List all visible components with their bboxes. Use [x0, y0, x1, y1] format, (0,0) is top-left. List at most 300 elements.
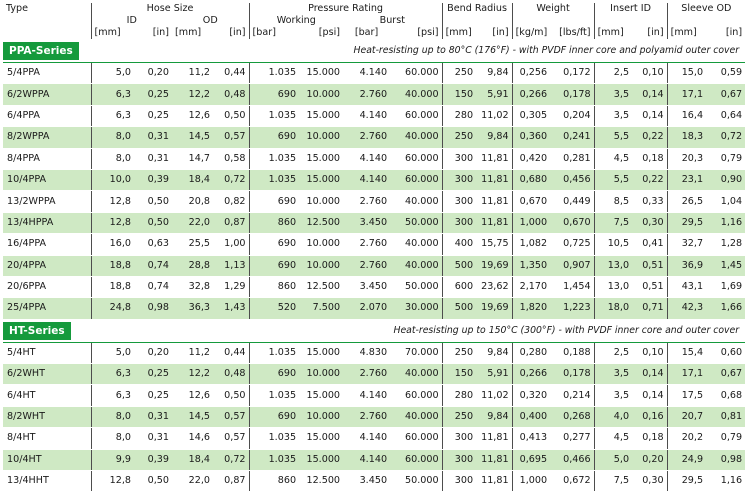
value-cell: 4.140 — [343, 148, 390, 169]
value-cell: 16,4 — [667, 105, 706, 126]
value-cell: 0,50 — [213, 105, 249, 126]
type-cell: 16/4PPA — [3, 234, 91, 255]
type-cell: 25/4PPA — [3, 298, 91, 320]
value-cell: 0,82 — [213, 191, 249, 212]
value-cell: 19,69 — [476, 255, 512, 276]
value-cell: 32,8 — [172, 276, 213, 297]
value-cell: 15.000 — [299, 449, 343, 470]
value-cell: 0,57 — [213, 406, 249, 427]
value-cell: 12,6 — [172, 385, 213, 406]
value-cell: 2,5 — [594, 343, 632, 364]
value-cell: 9,84 — [476, 406, 512, 427]
value-cell: 60.000 — [390, 169, 442, 190]
value-cell: 4,5 — [594, 428, 632, 449]
value-cell: 0,670 — [512, 191, 550, 212]
value-cell: 0,16 — [632, 406, 667, 427]
header-pressure-rating: Pressure Rating — [249, 3, 442, 15]
value-cell: 14,7 — [172, 148, 213, 169]
value-cell: 60.000 — [390, 63, 442, 84]
type-cell: 6/4PPA — [3, 105, 91, 126]
table-row — [3, 364, 745, 385]
value-cell: 40.000 — [390, 127, 442, 148]
type-cell: 8/4HT — [3, 428, 91, 449]
value-cell: 0,456 — [550, 169, 594, 190]
value-cell: 17,1 — [667, 84, 706, 105]
value-cell: 23,1 — [667, 169, 706, 190]
value-cell: 12.500 — [299, 471, 343, 492]
value-cell: 50.000 — [390, 276, 442, 297]
value-cell: 0,79 — [706, 428, 745, 449]
value-cell: 20,8 — [172, 191, 213, 212]
value-cell: 0,204 — [550, 105, 594, 126]
value-cell: 0,72 — [213, 169, 249, 190]
value-cell: 3,5 — [594, 364, 632, 385]
value-cell: 0,72 — [213, 449, 249, 470]
value-cell: 0,178 — [550, 364, 594, 385]
value-cell: 2,170 — [512, 276, 550, 297]
value-cell: 300 — [442, 191, 476, 212]
value-cell: 0,31 — [134, 406, 172, 427]
value-cell: 0,14 — [632, 105, 667, 126]
value-cell: 32,7 — [667, 234, 706, 255]
value-cell: 0,58 — [213, 148, 249, 169]
value-cell: 9,84 — [476, 127, 512, 148]
value-cell: 4.140 — [343, 63, 390, 84]
series-note: Heat-resisting up to 80°C (176°F) - with PVDF inner core and polyamid outer cover — [353, 45, 740, 56]
value-cell: 10.000 — [299, 364, 343, 385]
value-cell: 11,81 — [476, 428, 512, 449]
value-cell: 0,87 — [213, 471, 249, 492]
header-type: Type — [6, 3, 29, 14]
value-cell: 9,9 — [91, 449, 134, 470]
value-cell: 12.500 — [299, 276, 343, 297]
table-row — [3, 148, 745, 169]
value-cell: 10.000 — [299, 255, 343, 276]
value-cell: 11,2 — [172, 63, 213, 84]
value-cell: 0,400 — [512, 406, 550, 427]
value-cell: 0,449 — [550, 191, 594, 212]
unit-label: [psi] — [390, 27, 442, 40]
value-cell: 15.000 — [299, 169, 343, 190]
value-cell: 12,6 — [172, 105, 213, 126]
value-cell: 5,5 — [594, 169, 632, 190]
value-cell: 4.830 — [343, 343, 390, 364]
value-cell: 0,74 — [134, 276, 172, 297]
value-cell: 1,13 — [213, 255, 249, 276]
value-cell: 18,0 — [594, 298, 632, 320]
value-cell: 17,5 — [667, 385, 706, 406]
value-cell: 0,22 — [632, 169, 667, 190]
value-cell: 10,5 — [594, 234, 632, 255]
value-cell: 0,413 — [512, 428, 550, 449]
value-cell: 0,25 — [134, 364, 172, 385]
value-cell: 0,241 — [550, 127, 594, 148]
value-cell: 24,9 — [667, 449, 706, 470]
value-cell: 0,74 — [134, 255, 172, 276]
value-cell: 1.035 — [249, 63, 299, 84]
value-cell: 18,3 — [667, 127, 706, 148]
value-cell: 24,8 — [91, 298, 134, 320]
unit-label: [in] — [632, 27, 667, 40]
value-cell: 40.000 — [390, 234, 442, 255]
value-cell: 25,5 — [172, 234, 213, 255]
series-header — [3, 320, 745, 342]
value-cell: 860 — [249, 471, 299, 492]
value-cell: 11,81 — [476, 471, 512, 492]
value-cell: 17,1 — [667, 364, 706, 385]
value-cell: 15.000 — [299, 428, 343, 449]
table-row — [3, 343, 745, 364]
value-cell: 40.000 — [390, 364, 442, 385]
value-cell: 22,0 — [172, 212, 213, 233]
value-cell: 2.760 — [343, 406, 390, 427]
header-insert-id: Insert ID — [594, 3, 667, 15]
value-cell: 150 — [442, 364, 476, 385]
value-cell: 2,5 — [594, 63, 632, 84]
value-cell: 0,266 — [512, 84, 550, 105]
value-cell: 1,16 — [706, 471, 745, 492]
value-cell: 860 — [249, 212, 299, 233]
value-cell: 19,69 — [476, 298, 512, 320]
value-cell: 0,277 — [550, 428, 594, 449]
type-cell: 8/4PPA — [3, 148, 91, 169]
value-cell: 600 — [442, 276, 476, 297]
value-cell: 40.000 — [390, 84, 442, 105]
value-cell: 1,43 — [213, 298, 249, 320]
value-cell: 18,8 — [91, 255, 134, 276]
value-cell: 1,082 — [512, 234, 550, 255]
value-cell: 6,3 — [91, 385, 134, 406]
value-cell: 4.140 — [343, 169, 390, 190]
value-cell: 36,3 — [172, 298, 213, 320]
value-cell: 0,50 — [134, 212, 172, 233]
table-row — [3, 276, 745, 297]
value-cell: 0,907 — [550, 255, 594, 276]
value-cell: 860 — [249, 276, 299, 297]
value-cell: 0,31 — [134, 428, 172, 449]
value-cell: 690 — [249, 127, 299, 148]
value-cell: 60.000 — [390, 449, 442, 470]
value-cell: 0,725 — [550, 234, 594, 255]
value-cell: 0,79 — [706, 148, 745, 169]
series-label: PPA-Series — [3, 42, 79, 60]
value-cell: 7,5 — [594, 471, 632, 492]
value-cell: 1,04 — [706, 191, 745, 212]
value-cell: 70.000 — [390, 343, 442, 364]
value-cell: 4,0 — [594, 406, 632, 427]
value-cell: 29,5 — [667, 212, 706, 233]
value-cell: 0,50 — [134, 191, 172, 212]
value-cell: 690 — [249, 234, 299, 255]
value-cell: 0,41 — [632, 234, 667, 255]
value-cell: 0,31 — [134, 127, 172, 148]
value-cell: 0,48 — [213, 84, 249, 105]
value-cell: 15.000 — [299, 105, 343, 126]
header-od: OD — [202, 15, 218, 26]
value-cell: 2.760 — [343, 191, 390, 212]
value-cell: 0,188 — [550, 343, 594, 364]
table-row — [3, 212, 745, 233]
header-id: ID — [91, 15, 172, 27]
value-cell: 0,25 — [134, 105, 172, 126]
unit-label: [in] — [213, 27, 249, 40]
value-cell: 0,10 — [632, 343, 667, 364]
value-cell: 11,81 — [476, 212, 512, 233]
value-cell: 1.035 — [249, 105, 299, 126]
value-cell: 11,02 — [476, 385, 512, 406]
value-cell: 11,81 — [476, 148, 512, 169]
value-cell: 15,0 — [667, 63, 706, 84]
value-cell: 3,5 — [594, 385, 632, 406]
value-cell: 520 — [249, 298, 299, 320]
value-cell: 10.000 — [299, 406, 343, 427]
value-cell: 0,51 — [632, 255, 667, 276]
value-cell: 12.500 — [299, 212, 343, 233]
value-cell: 0,90 — [706, 169, 745, 190]
type-cell: 6/2WHT — [3, 364, 91, 385]
type-cell: 13/2WPPA — [3, 191, 91, 212]
value-cell: 15.000 — [299, 343, 343, 364]
value-cell: 300 — [442, 169, 476, 190]
unit-label: [mm] — [91, 27, 134, 40]
value-cell: 0,305 — [512, 105, 550, 126]
value-cell: 11,81 — [476, 169, 512, 190]
value-cell: 3.450 — [343, 212, 390, 233]
value-cell: 1,66 — [706, 298, 745, 320]
value-cell: 0,57 — [213, 428, 249, 449]
value-cell: 0,178 — [550, 84, 594, 105]
type-cell: 8/2WHT — [3, 406, 91, 427]
value-cell: 0,10 — [632, 63, 667, 84]
value-cell: 690 — [249, 191, 299, 212]
value-cell: 0,48 — [213, 364, 249, 385]
value-cell: 15,75 — [476, 234, 512, 255]
value-cell: 2.070 — [343, 298, 390, 320]
value-cell: 15.000 — [299, 148, 343, 169]
value-cell: 0,98 — [134, 298, 172, 320]
value-cell: 500 — [442, 298, 476, 320]
header-weight: Weight — [512, 3, 594, 15]
value-cell: 10.000 — [299, 84, 343, 105]
value-cell: 1,223 — [550, 298, 594, 320]
unit-label: [in] — [134, 27, 172, 40]
table-row — [3, 84, 745, 105]
value-cell: 6,3 — [91, 364, 134, 385]
value-cell: 7.500 — [299, 298, 343, 320]
value-cell: 0,320 — [512, 385, 550, 406]
value-cell: 5,91 — [476, 84, 512, 105]
value-cell: 0,64 — [706, 105, 745, 126]
value-cell: 1,454 — [550, 276, 594, 297]
value-cell: 0,672 — [550, 471, 594, 492]
value-cell: 14,5 — [172, 127, 213, 148]
value-cell: 3,5 — [594, 105, 632, 126]
value-cell: 8,0 — [91, 127, 134, 148]
value-cell: 1.035 — [249, 449, 299, 470]
value-cell: 10.000 — [299, 234, 343, 255]
value-cell: 26,5 — [667, 191, 706, 212]
value-cell: 8,0 — [91, 148, 134, 169]
value-cell: 0,695 — [512, 449, 550, 470]
value-cell: 0,268 — [550, 406, 594, 427]
value-cell: 0,31 — [134, 148, 172, 169]
table-header — [3, 3, 745, 40]
series-label: HT-Series — [3, 322, 71, 340]
value-cell: 0,30 — [632, 212, 667, 233]
value-cell: 0,87 — [213, 212, 249, 233]
value-cell: 2.760 — [343, 84, 390, 105]
value-cell: 0,98 — [706, 449, 745, 470]
value-cell: 1,45 — [706, 255, 745, 276]
type-cell: 10/4PPA — [3, 169, 91, 190]
table-row — [3, 191, 745, 212]
value-cell: 0,59 — [706, 63, 745, 84]
value-cell: 250 — [442, 343, 476, 364]
value-cell: 4.140 — [343, 449, 390, 470]
header-burst: Burst — [379, 15, 405, 26]
value-cell: 1,69 — [706, 276, 745, 297]
value-cell: 0,420 — [512, 148, 550, 169]
value-cell: 0,281 — [550, 148, 594, 169]
value-cell: 12,2 — [172, 84, 213, 105]
value-cell: 8,0 — [91, 406, 134, 427]
value-cell: 0,25 — [134, 84, 172, 105]
type-cell: 8/2WPPA — [3, 127, 91, 148]
value-cell: 43,1 — [667, 276, 706, 297]
header-working: Working — [249, 15, 343, 27]
value-cell: 1,00 — [213, 234, 249, 255]
value-cell: 150 — [442, 84, 476, 105]
value-cell: 0,68 — [706, 385, 745, 406]
table-row — [3, 255, 745, 276]
value-cell: 0,39 — [134, 169, 172, 190]
value-cell: 9,84 — [476, 343, 512, 364]
value-cell: 14,5 — [172, 406, 213, 427]
table-row — [3, 428, 745, 449]
value-cell: 13,0 — [594, 255, 632, 276]
value-cell: 0,680 — [512, 169, 550, 190]
header-bend-radius: Bend Radius — [442, 3, 512, 15]
value-cell: 0,214 — [550, 385, 594, 406]
value-cell: 2.760 — [343, 255, 390, 276]
value-cell: 0,63 — [134, 234, 172, 255]
value-cell: 0,44 — [213, 343, 249, 364]
value-cell: 0,266 — [512, 364, 550, 385]
value-cell: 250 — [442, 127, 476, 148]
value-cell: 0,50 — [213, 385, 249, 406]
value-cell: 30.000 — [390, 298, 442, 320]
series-note: Heat-resisting up to 150°C (300°F) - with PVDF inner core and outer cover — [393, 324, 740, 336]
value-cell: 15,4 — [667, 343, 706, 364]
value-cell: 4,5 — [594, 148, 632, 169]
value-cell: 1.035 — [249, 169, 299, 190]
value-cell: 5,0 — [594, 449, 632, 470]
value-cell: 36,9 — [667, 255, 706, 276]
value-cell: 3,5 — [594, 84, 632, 105]
unit-label: [mm] — [667, 27, 706, 40]
value-cell: 18,4 — [172, 169, 213, 190]
table-row — [3, 449, 745, 470]
value-cell: 18,4 — [172, 449, 213, 470]
value-cell: 1,820 — [512, 298, 550, 320]
table-row — [3, 127, 745, 148]
table-row — [3, 385, 745, 406]
value-cell: 0,60 — [706, 343, 745, 364]
value-cell: 280 — [442, 105, 476, 126]
value-cell: 0,256 — [512, 63, 550, 84]
value-cell: 0,14 — [632, 364, 667, 385]
value-cell: 0,71 — [632, 298, 667, 320]
value-cell: 3.450 — [343, 471, 390, 492]
value-cell: 0,33 — [632, 191, 667, 212]
value-cell: 11,81 — [476, 191, 512, 212]
value-cell: 280 — [442, 385, 476, 406]
value-cell: 4.140 — [343, 428, 390, 449]
value-cell: 20,3 — [667, 148, 706, 169]
value-cell: 1,28 — [706, 234, 745, 255]
value-cell: 1.035 — [249, 385, 299, 406]
value-cell: 5,91 — [476, 364, 512, 385]
value-cell: 29,5 — [667, 471, 706, 492]
value-cell: 20,7 — [667, 406, 706, 427]
value-cell: 18,8 — [91, 276, 134, 297]
value-cell: 0,466 — [550, 449, 594, 470]
value-cell: 5,0 — [91, 343, 134, 364]
hose-spec-table — [3, 3, 745, 492]
value-cell: 0,39 — [134, 449, 172, 470]
value-cell: 300 — [442, 212, 476, 233]
value-cell: 0,20 — [134, 63, 172, 84]
type-cell: 20/4PPA — [3, 255, 91, 276]
table-body — [3, 40, 745, 492]
value-cell: 11,02 — [476, 105, 512, 126]
value-cell: 42,3 — [667, 298, 706, 320]
value-cell: 1.035 — [249, 148, 299, 169]
value-cell: 40.000 — [390, 255, 442, 276]
value-cell: 13,0 — [594, 276, 632, 297]
type-cell: 13/4HPPA — [3, 212, 91, 233]
value-cell: 300 — [442, 148, 476, 169]
value-cell: 20,2 — [667, 428, 706, 449]
value-cell: 5,0 — [91, 63, 134, 84]
value-cell: 16,0 — [91, 234, 134, 255]
value-cell: 50.000 — [390, 212, 442, 233]
value-cell: 1,350 — [512, 255, 550, 276]
value-cell: 8,5 — [594, 191, 632, 212]
value-cell: 10,0 — [91, 169, 134, 190]
value-cell: 1.035 — [249, 428, 299, 449]
value-cell: 0,20 — [134, 343, 172, 364]
unit-label: [mm] — [594, 27, 632, 40]
value-cell: 0,30 — [632, 471, 667, 492]
table-row — [3, 234, 745, 255]
unit-label: [kg/m] — [512, 27, 550, 40]
type-cell: 13/4HHT — [3, 471, 91, 492]
value-cell: 50.000 — [390, 471, 442, 492]
value-cell: 7,5 — [594, 212, 632, 233]
value-cell: 0,14 — [632, 84, 667, 105]
value-cell: 0,20 — [632, 449, 667, 470]
value-cell: 2.760 — [343, 127, 390, 148]
value-cell: 6,3 — [91, 84, 134, 105]
value-cell: 0,67 — [706, 84, 745, 105]
value-cell: 60.000 — [390, 148, 442, 169]
value-cell: 1,000 — [512, 212, 550, 233]
value-cell: 10.000 — [299, 127, 343, 148]
value-cell: 2.760 — [343, 364, 390, 385]
value-cell: 690 — [249, 255, 299, 276]
value-cell: 400 — [442, 234, 476, 255]
